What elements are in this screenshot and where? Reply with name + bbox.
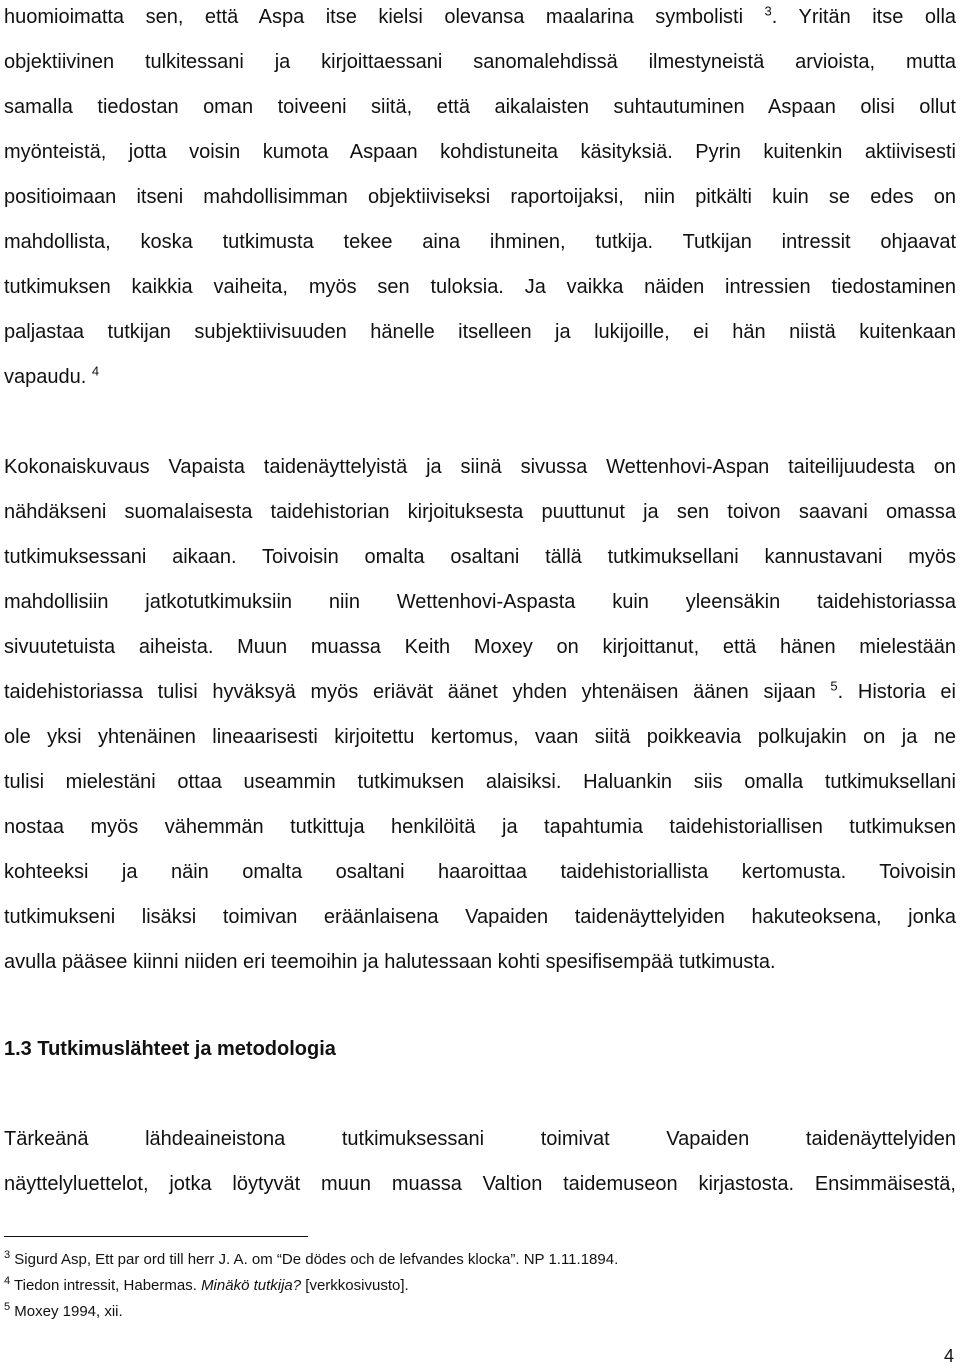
- text-line: ole yksi yhtenäinen lineaarisesti kirjoitettu kertomus, vaan siitä poikkeavia polkujakin on ja ne: [4, 726, 956, 748]
- footnote-ref[interactable]: 4: [91, 364, 100, 379]
- footnote-3: [4, 1250, 618, 1270]
- text-line: positioimaan itseni mahdollisimman objektiiviseksi raportoijaksi, niin pitkälti kuin se edes on: [4, 186, 956, 208]
- text-line: tutkimuksen kaikkia vaiheita, myös sen tuloksia. Ja vaikka näiden intressien tiedostaminen: [4, 276, 956, 298]
- footnote-number: 5: [4, 1301, 11, 1313]
- footnote-italic-title: Minäkö tutkija?: [201, 1277, 302, 1294]
- text-line: kohteeksi ja näin omalta osaltani haaroittaa taidehistoriallista kertomusta. Toivoisin: [4, 861, 956, 883]
- text-line: tutkimuksessani aikaan. Toivoisin omalta osaltani tällä tutkimuksellani kannustavani myös: [4, 546, 956, 568]
- footnote-number: 3: [4, 1249, 11, 1261]
- footnote-5: [4, 1302, 123, 1322]
- text-line: tutkimukseni lisäksi toimivan eräänlaisena Vapaiden taidenäyttelyiden hakuteoksena, jonka: [4, 906, 956, 928]
- footnote-text: Tiedon intressit, Habermas.: [14, 1277, 202, 1294]
- text-line: Kokonaiskuvaus Vapaista taidenäyttelyistä ja siinä sivussa Wettenhovi-Aspan taiteilijuudesta on: [4, 456, 956, 478]
- text-line: avulla pääsee kiinni niiden eri teemoihin ja halutessaan kohti spesifisempää tutkimusta.: [4, 951, 776, 973]
- footnote-number: 4: [4, 1275, 11, 1287]
- footnote-ref[interactable]: 5: [830, 679, 838, 694]
- footnote-separator: [4, 1236, 308, 1237]
- text-line: objektiivinen tulkitessani ja kirjoittaessani sanomalehdissä ilmestyneistä arvioista, mutta: [4, 51, 956, 73]
- section-heading: 1.3 Tutkimuslähteet ja metodologia: [4, 1038, 336, 1060]
- footnote-text: [verkkosivusto].: [301, 1277, 409, 1294]
- text-line: mahdollisiin jatkotutkimuksiin niin Wettenhovi-Aspasta kuin yleensäkin taidehistoriassa: [4, 591, 956, 613]
- text-line: tulisi mielestäni ottaa useammin tutkimuksen alaisiksi. Haluankin siis omalla tutkimuksellani: [4, 771, 956, 793]
- page-number: 4: [943, 1346, 954, 1366]
- footnote-ref[interactable]: 3: [764, 4, 772, 19]
- text-line: samalla tiedostan oman toiveeni siitä, että aikalaisten suhtautuminen Aspaan olisi ollut: [4, 96, 956, 118]
- text-line: nostaa myös vähemmän tutkittuja henkilöitä ja tapahtumia taidehistoriallisen tutkimuksen: [4, 816, 956, 838]
- text-line: mahdollista, koska tutkimusta tekee aina ihminen, tutkija. Tutkijan intressit ohjaavat: [4, 231, 956, 253]
- text-line: huomioimatta sen, että Aspa itse kielsi olevansa maalarina symbolisti $^3$. Yritän itse olla: [4, 4, 956, 28]
- text-line: vapaudu. $^4$: [4, 364, 100, 388]
- text-line: paljastaa tutkijan subjektiivisuuden hänelle itselleen ja lukijoille, ei hän niistä kuitenkaan: [4, 321, 956, 343]
- footnote-text: Sigurd Asp, Ett par ord till herr J. A. om “De dödes och de lefvandes klocka”. NP 1.11.1894.: [14, 1251, 619, 1268]
- footnote-text: Moxey 1994, xii.: [14, 1303, 123, 1320]
- text-line: sivuutetuista aiheista. Muun muassa Keith Moxey on kirjoittanut, että hänen mielestään: [4, 636, 956, 658]
- text-line: myönteistä, jotta voisin kumota Aspaan kohdistuneita käsityksiä. Pyrin kuitenkin aktiivisesti: [4, 141, 956, 163]
- text-line: Tärkeänä lähdeaineistona tutkimuksessani toimivat Vapaiden taidenäyttelyiden: [4, 1128, 956, 1150]
- text-line: nähdäkseni suomalaisesta taidehistorian kirjoituksesta puuttunut ja sen toivon saavani omassa: [4, 501, 956, 523]
- text-line: näyttelyluettelot, jotka löytyvät muun muassa Valtion taidemuseon kirjastosta. Ensimmäisestä,: [4, 1173, 956, 1195]
- text-line: taidehistoriassa tulisi hyväksyä myös eriävät äänet yhden yhtenäisen äänen sijaan $^5$. Historia ei: [4, 679, 956, 703]
- footnote-4: [4, 1276, 409, 1296]
